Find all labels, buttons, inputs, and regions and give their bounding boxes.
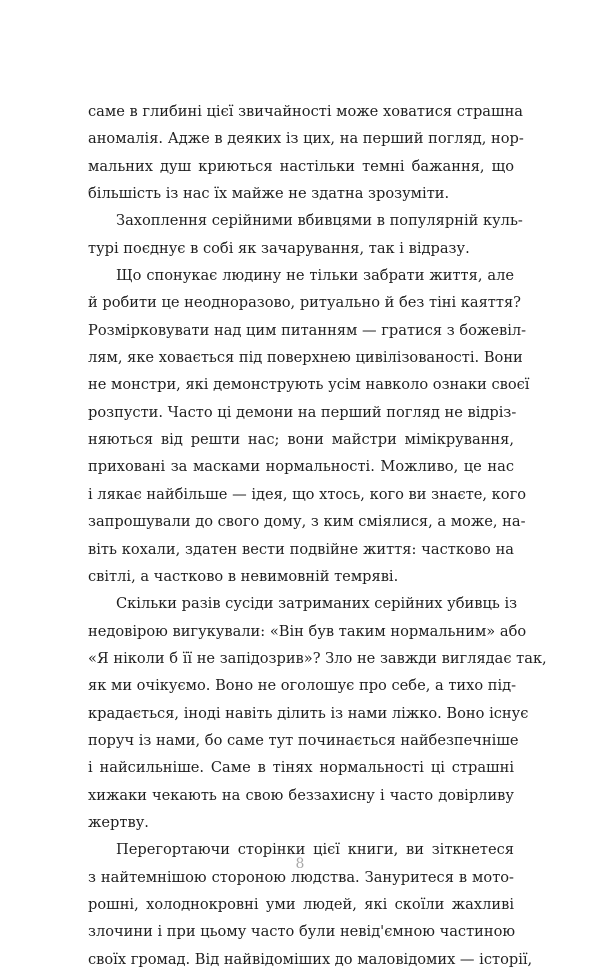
- text-line: більшість із нас їх майже не здатна зрозуміти.: [88, 185, 450, 203]
- text-line: приховані за масками нормальності. Можливо, це нас: [88, 458, 514, 476]
- text-line: крадається, іноді навіть ділить із нами ліжко. Воно існує: [88, 704, 529, 722]
- text-line: мальних душ криються настільки темні бажання, що: [88, 157, 514, 175]
- text-line: недовірою вигукували: «Він був таким нормальним» або: [88, 622, 527, 640]
- paragraph: [88, 262, 530, 590]
- text-line: няються від решти нас; вони майстри мімікрування,: [88, 431, 514, 449]
- text-line: з найтемнішою стороною людства. Зануритеся в мото-: [88, 868, 514, 886]
- text-line: турі поєднує в собі як зачарування, так і відразу.: [88, 239, 470, 257]
- text-line: світлі, а частково в невимовній темряві.: [88, 567, 399, 585]
- text-line: і найсильніше. Саме в тінях нормальності ці страшні: [88, 759, 514, 777]
- text-line: своїх громад. Від найвідоміших до маловідомих — історії,: [88, 950, 533, 968]
- text-line: Скільки разів сусіди затриманих серійних убивць із: [116, 595, 518, 613]
- text-line: розпусти. Часто ці демони на перший погляд не відріз-: [88, 403, 517, 421]
- text-line: віть кохали, здатен вести подвійне життя: частково на: [88, 540, 514, 558]
- text-line: «Я ніколи б її не запідозрив»? Зло не завжди виглядає так,: [88, 649, 547, 667]
- text-line: рошні, холоднокровні уми людей, які скоїли жахливі: [88, 895, 514, 913]
- text-line: як ми очікуємо. Воно не оголошує про себе, а тихо під-: [88, 677, 517, 695]
- paragraph: [88, 207, 523, 262]
- text-line: Захоплення серійними вбивцями в популярній куль-: [116, 212, 523, 230]
- text-line: хижаки чекають на свою беззахисну і часто довірливу: [88, 786, 514, 804]
- text-line: поруч із нами, бо саме тут починається найбезпечніше: [88, 731, 519, 749]
- paragraph: [88, 98, 524, 207]
- text-line: Перегортаючи сторінки цієї книги, ви зіткнетеся: [116, 841, 514, 859]
- text-line: й робити це неодноразово, ритуально й без тіні каяття?: [88, 294, 521, 312]
- text-line: не монстри, які демонструють усім навколо ознаки своєї: [88, 376, 530, 394]
- page-number: 8: [295, 856, 305, 872]
- body-text: [88, 98, 547, 973]
- text-line: і лякає найбільше — ідея, що хтось, кого ви знаєте, кого: [88, 485, 527, 503]
- paragraph: [88, 590, 547, 836]
- text-line: аномалія. Адже в деяких із цих, на перший погляд, нор-: [88, 130, 524, 148]
- text-line: запрошували до свого дому, з ким сміялися, а може, на-: [88, 513, 526, 531]
- text-line: жертву.: [88, 813, 149, 831]
- text-line: Розмірковувати над цим питанням — гратися з божевіл-: [88, 321, 527, 339]
- text-line: лям, яке ховається під поверхнею цивілізованості. Вони: [88, 349, 523, 367]
- text-line: саме в глибині цієї звичайності може ховатися страшна: [88, 103, 523, 120]
- text-line: Що спонукає людину не тільки забрати життя, але: [116, 267, 514, 285]
- text-line: злочини і при цьому часто були невід'ємною частиною: [88, 923, 516, 941]
